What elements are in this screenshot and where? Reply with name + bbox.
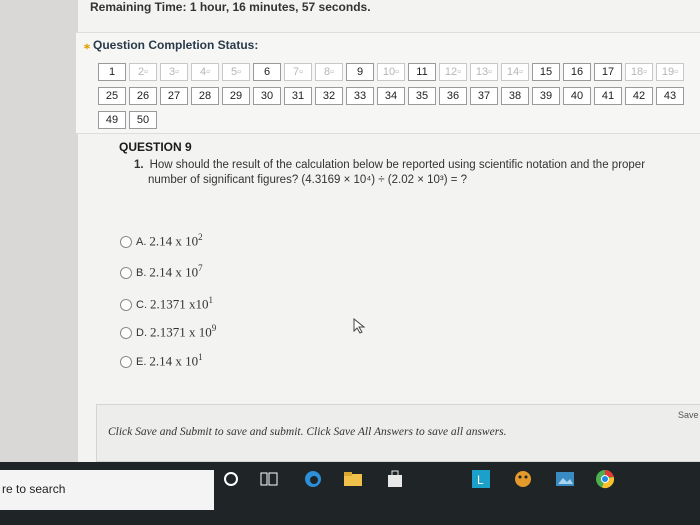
- question-cell-12[interactable]: 12▫: [439, 63, 467, 81]
- answer-option-e[interactable]: [120, 352, 203, 369]
- question-cell-15[interactable]: 15: [532, 63, 560, 81]
- question-cell-32[interactable]: 32: [315, 87, 343, 105]
- question-cell-41[interactable]: 41: [594, 87, 622, 105]
- answer-option-d[interactable]: [120, 323, 216, 340]
- option-letter: D.: [136, 327, 147, 340]
- question-line-2: number of significant figures? (4.3169 × 10⁴) ÷ (2.02 × 10³) = ?: [148, 174, 468, 186]
- question-cell-31[interactable]: 31: [284, 87, 312, 105]
- question-cell-5[interactable]: 5▫: [222, 63, 250, 81]
- question-cell-29[interactable]: 29: [222, 87, 250, 105]
- question-cell-40[interactable]: 40: [563, 87, 591, 105]
- svg-text:L: L: [477, 473, 484, 487]
- question-cell-2[interactable]: 2▫: [129, 63, 157, 81]
- question-cell-1[interactable]: 1: [98, 63, 126, 81]
- option-letter: B.: [136, 267, 147, 280]
- question-cell-28[interactable]: 28: [191, 87, 219, 105]
- task-view-icon[interactable]: [256, 466, 282, 492]
- question-cell-27[interactable]: 27: [160, 87, 188, 105]
- question-cell-8[interactable]: 8▫: [315, 63, 343, 81]
- option-text: 2.14 x 10: [149, 353, 199, 369]
- question-cell-3[interactable]: 3▫: [160, 63, 188, 81]
- file-explorer-icon[interactable]: [340, 466, 366, 492]
- question-cell-10[interactable]: 10▫: [377, 63, 405, 81]
- question-cell-14[interactable]: 14▫: [501, 63, 529, 81]
- option-text: 2.1371 x 10: [150, 324, 212, 340]
- question-cell-38[interactable]: 38: [501, 87, 529, 105]
- option-exponent: 1: [208, 295, 213, 305]
- launcher-l-icon[interactable]: [468, 466, 494, 492]
- question-line-1: How should the result of the calculation below be reported using scientific notation and the proper: [149, 159, 646, 171]
- option-exponent: 1: [198, 352, 203, 362]
- question-cell-9[interactable]: 9: [346, 63, 374, 81]
- game-app-icon[interactable]: [510, 466, 536, 492]
- question-cell-17[interactable]: 17: [594, 63, 622, 81]
- question-cell-26[interactable]: 26: [129, 87, 157, 105]
- screen-bezel-left: [0, 0, 78, 462]
- mouse-pointer-icon: [352, 318, 366, 334]
- question-cell-30[interactable]: 30: [253, 87, 281, 105]
- radio-button[interactable]: [120, 299, 132, 311]
- remaining-time: [90, 0, 371, 14]
- option-letter: C.: [136, 299, 147, 312]
- option-text: 2.14 x 10: [149, 264, 199, 280]
- save-instructions: Click Save and Submit to save and submit. Click Save All Answers to save all answers.: [108, 426, 507, 438]
- question-cell-35[interactable]: 35: [408, 87, 436, 105]
- photos-app-icon[interactable]: [552, 466, 578, 492]
- question-number: 1.: [134, 159, 144, 171]
- question-cell-11[interactable]: 11: [408, 63, 436, 81]
- question-cell-6[interactable]: 6: [253, 63, 281, 81]
- cortana-circle-icon[interactable]: [218, 466, 244, 492]
- question-cell-37[interactable]: 37: [470, 87, 498, 105]
- answer-option-b[interactable]: [120, 263, 203, 280]
- store-icon[interactable]: [382, 466, 408, 492]
- question-cell-36[interactable]: 36: [439, 87, 467, 105]
- option-exponent: 2: [198, 232, 203, 242]
- radio-button[interactable]: [120, 327, 132, 339]
- question-cell-4[interactable]: 4▫: [191, 63, 219, 81]
- taskbar-search-text: re to search: [2, 482, 66, 496]
- question-cell-16[interactable]: 16: [563, 63, 591, 81]
- question-cell-33[interactable]: 33: [346, 87, 374, 105]
- radio-button[interactable]: [120, 356, 132, 368]
- timer-label: Remaining Time:: [90, 0, 187, 14]
- option-text: 2.14 x 10: [149, 233, 199, 249]
- question-cell-19[interactable]: 19▫: [656, 63, 684, 81]
- question-cell-50[interactable]: 50: [129, 111, 157, 129]
- star-icon: ⁎: [84, 38, 90, 52]
- completion-status-label: Question Completion Status:: [93, 38, 259, 52]
- option-exponent: 9: [211, 323, 217, 333]
- question-cell-18[interactable]: 18▫: [625, 63, 653, 81]
- option-exponent: 7: [198, 263, 203, 273]
- completion-status-title: [84, 38, 258, 52]
- question-cell-7[interactable]: 7▫: [284, 63, 312, 81]
- question-label: QUESTION 9: [119, 140, 192, 154]
- answer-option-c[interactable]: [120, 295, 213, 312]
- question-cell-25[interactable]: 25: [98, 87, 126, 105]
- answer-option-a[interactable]: [120, 232, 203, 249]
- question-cell-42[interactable]: 42: [625, 87, 653, 105]
- option-letter: E.: [136, 356, 147, 369]
- chrome-browser-icon[interactable]: [592, 466, 618, 492]
- radio-button[interactable]: [120, 267, 132, 279]
- option-letter: A.: [136, 236, 147, 249]
- question-cell-39[interactable]: 39: [532, 87, 560, 105]
- timer-value: 1 hour, 16 minutes, 57 seconds.: [189, 0, 371, 14]
- question-cell-43[interactable]: 43: [656, 87, 684, 105]
- question-cell-49[interactable]: 49: [98, 111, 126, 129]
- option-text: 2.1371 x10: [150, 296, 209, 312]
- radio-button[interactable]: [120, 236, 132, 248]
- question-cell-34[interactable]: 34: [377, 87, 405, 105]
- edge-browser-icon[interactable]: [300, 466, 326, 492]
- question-text: [134, 158, 664, 188]
- question-cell-13[interactable]: 13▫: [470, 63, 498, 81]
- save-all-answers-button[interactable]: Save: [678, 410, 699, 420]
